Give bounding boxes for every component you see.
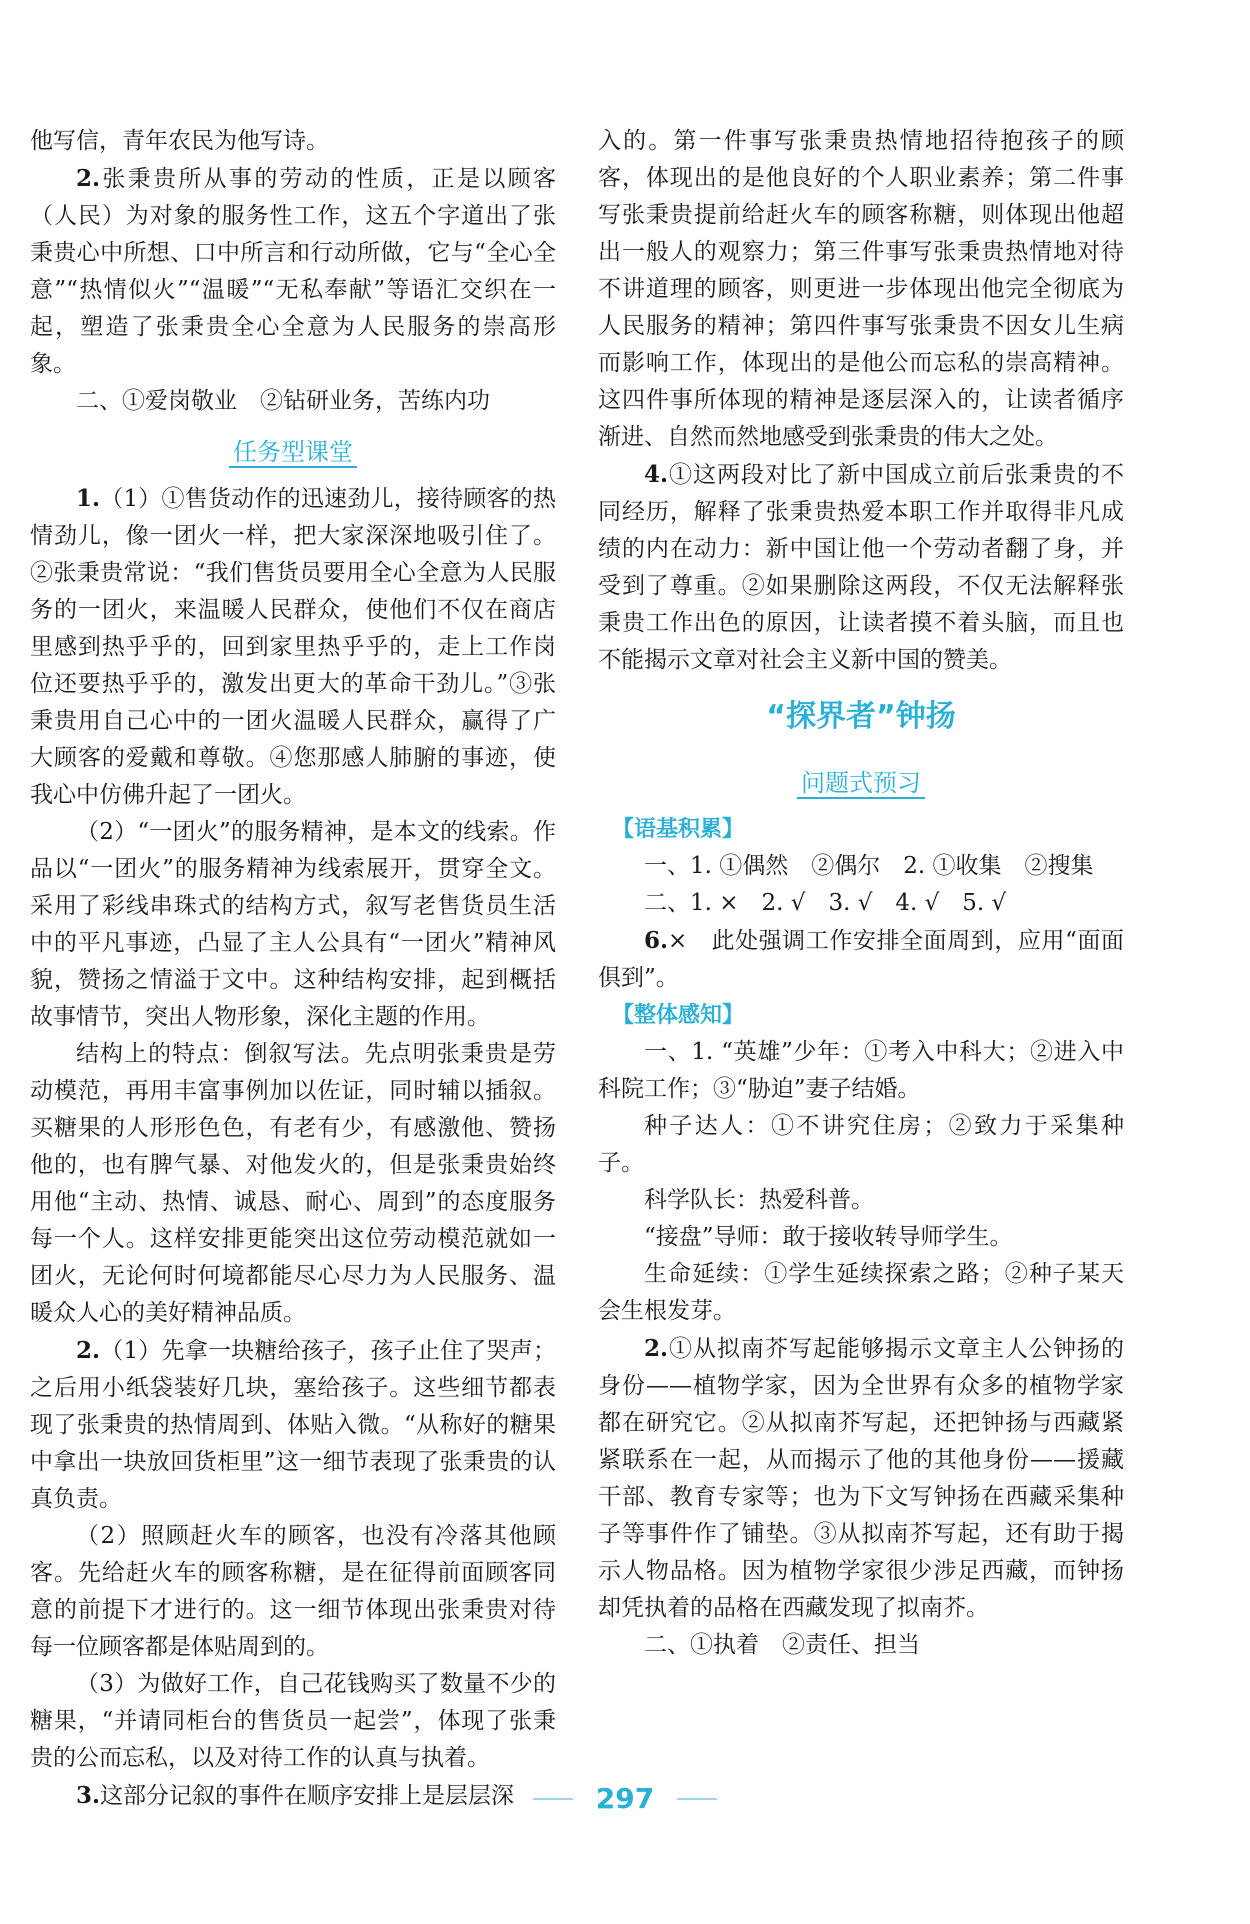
answer-line: 生命延续：①学生延续探索之路；②种子某天会生根发芽。 (598, 1261, 1124, 1324)
answer-line: 一、1. “英雄”少年：①考入中科大；②进入中科院工作；③“胁迫”妻子结婚。 (598, 1039, 1124, 1102)
left-column (30, 123, 556, 1815)
paragraph: 4.①这两段对比了新中国成立前后张秉贵的不同经历，解释了张秉贵热爱本职工作并取得非凡成绩的内在动力：新中国让他一个劳动者翻了身，并受到了尊重。②如果删除这两段，不仅无法解释张秉贵工作出色的原因，让读者摸不着头脑，而且也不能揭示文章对社会主义新中国的赞美。 (598, 461, 1124, 673)
answer-line: 二、1. × 2. √ 3. √ 4. √ 5. √ (644, 890, 1007, 916)
answer-line: 种子达人：①不讲究住房；②致力于采集种子。 (598, 1113, 1124, 1176)
answer-line: 科学队长：热爱科普。 (644, 1187, 874, 1213)
paragraph: 入的。第一件事写张秉贵热情地招待抱孩子的顾客，体现出的是他良好的个人职业素养；第二件事写张秉贵提前给赶火车的顾客称糖，则体现出他超出一般人的观察力；第三件事写张秉贵热情地对待不讲道理的顾客，则更进一步体现出他完全彻底为人民服务的精神；第四件事写张秉贵不因女儿生病而影响工作，体现出的是他公而忘私的崇高精神。这四件事所体现的精神是逐层深入的，让读者循序渐进、自然而然地感受到张秉贵的伟大之处。 (598, 128, 1124, 450)
paragraph: 二、①爱岗敬业 ②钻研业务，苦练内功 (76, 388, 490, 414)
footer-rule (677, 1798, 717, 1800)
answer-line: 2.①从拟南芥写起能够揭示文章主人公钟扬的身份——植物学家，因为全世界有众多的植物学家都在研究它。②从拟南芥写起，还把钟扬与西藏紧紧联系在一起，从而揭示了他的其他身份——援藏干部、教育专家等；也为下文写钟扬在西藏采集种子等事件作了铺垫。③从拟南芥写起，还有助于揭示人物品格。因为植物学家很少涉足西藏，而钟扬却凭执着的品格在西藏发现了拟南芥。 (598, 1335, 1124, 1621)
answer-line: 6.× 此处强调工作安排全面周到，应用“面面俱到”。 (598, 927, 1124, 991)
answer-line: 二、①执着 ②责任、担当 (644, 1632, 920, 1658)
paragraph: 1.（1）①售货动作的迅速劲儿，接待顾客的热情劲儿，像一团火一样，把大家深深地吸引住了。②张秉贵常说：“我们售货员要用全心全意为人民服务的一团火，来温暖人民群众，使他们不仅在商店里感到热乎乎的，回到家里热乎乎的，走上工作岗位还要热乎乎的，激发出更大的革命干劲儿。”③张秉贵用自己心中的一团火温暖人民群众，赢得了广大顾客的爱戴和尊敬。④您那感人肺腑的事迹，使我心中仿佛升起了一团火。 (30, 485, 556, 808)
paragraph: 3.这部分记叙的事件在顺序安排上是层层深 (76, 1782, 515, 1809)
section-tag: 【整体感知】 (612, 1003, 745, 1028)
paragraph: （2）“一团火”的服务精神，是本文的线索。作品以“一团火”的服务精神为线索展开，贯穿全文。采用了彩线串珠式的结构方式，叙写老售货员生活中的平凡事迹，凸显了主人公具有“一团火”精神风貌，赞扬之情溢于文中。这种结构安排，起到概括故事情节，突出人物形象，深化主题的作用。 (30, 819, 556, 1030)
paragraph: 2.张秉贵所从事的劳动的性质，正是以顾客（人民）为对象的服务性工作，这五个字道出了张秉贵心中所想、口中所言和行动所做，它与“全心全意”“热情似火”“温暖”“无私奉献”等语汇交织在一起，塑造了张秉贵全心全意为人民服务的崇高形象。 (30, 165, 556, 377)
paragraph: （3）为做好工作，自己花钱购买了数量不少的糖果，“并请同柜台的售货员一起尝”，体现了张秉贵的公而忘私，以及对待工作的认真与执着。 (30, 1671, 556, 1771)
right-column (598, 123, 1124, 1664)
paragraph: 他写信，青年农民为他写诗。 (30, 128, 329, 154)
section-title: 任务型课堂 (30, 432, 556, 472)
page-number: 297 (595, 1782, 655, 1815)
footer-rule (533, 1798, 573, 1800)
section-tag: 【语基积累】 (612, 817, 745, 842)
answer-line: 一、1. ①偶然 ②偶尔 2. ①收集 ②搜集 (644, 853, 1094, 879)
paragraph: 结构上的特点：倒叙写法。先点明张秉贵是劳动模范，再用丰富事例加以佐证，同时辅以插叙。买糖果的人形形色色，有老有少，有感激他、赞扬他的，也有脾气暴、对他发火的，但是张秉贵始终用他“主动、热情、诚恳、耐心、周到”的态度服务每一个人。这样安排更能突出这位劳动模范就如一团火，无论何时何境都能尽心尽力为人民服务、温暖众人心的美好精神品质。 (30, 1041, 556, 1326)
answer-line: “接盘”导师：敢于接收转导师学生。 (644, 1224, 1013, 1250)
page-footer (0, 1782, 1250, 1815)
paragraph: 2.（1）先拿一块糖给孩子，孩子止住了哭声；之后用小纸袋装好几块，塞给孩子。这些细节都表现了张秉贵的热情周到、体贴入微。“从称好的糖果中拿出一块放回货柜里”这一细节表现了张秉贵的认真负责。 (30, 1337, 556, 1512)
section-title: 问题式预习 (598, 763, 1124, 803)
paragraph: （2）照顾赶火车的顾客，也没有冷落其他顾客。先给赶火车的顾客称糖，是在征得前面顾客同意的前提下才进行的。这一细节体现出张秉贵对待每一位顾客都是体贴周到的。 (30, 1523, 556, 1660)
chapter-title: “探界者”钟扬 (766, 699, 956, 734)
